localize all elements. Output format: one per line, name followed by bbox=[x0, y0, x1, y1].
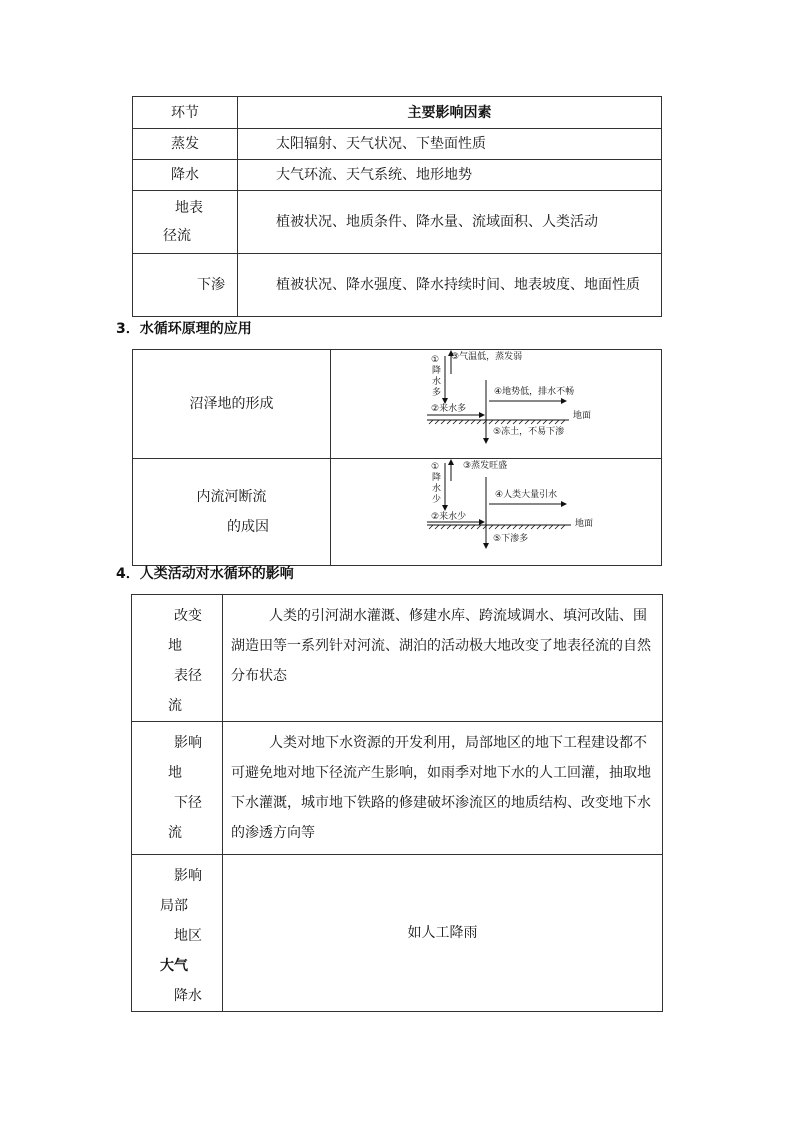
inflow-text: ②来水少 bbox=[431, 512, 467, 522]
factors-table bbox=[132, 96, 662, 317]
arrowhead bbox=[442, 505, 448, 511]
ground-label: 地面 bbox=[573, 411, 592, 421]
rain-char: 多 bbox=[432, 388, 442, 398]
case-label bbox=[133, 459, 331, 566]
arrowhead bbox=[479, 412, 485, 418]
impact-key-line: 局部 bbox=[160, 898, 188, 914]
application-table bbox=[132, 349, 662, 566]
impact-key-line: 降水 bbox=[174, 988, 202, 1004]
impact-key-line: 地 bbox=[168, 638, 182, 654]
impact-key-line: 影响 bbox=[174, 735, 202, 751]
section-heading: 3．水循环原理的应用 bbox=[116, 321, 252, 337]
ground-hatch bbox=[429, 420, 565, 424]
rain-char: 降 bbox=[432, 473, 442, 483]
diagram-cell bbox=[331, 350, 662, 459]
row-key-line: 径流 bbox=[163, 228, 191, 244]
rain-char: 降 bbox=[432, 366, 442, 376]
header-stage: 环节 bbox=[133, 97, 238, 129]
impact-key-line: 流 bbox=[168, 698, 182, 714]
rain-num: ① bbox=[431, 462, 440, 472]
impact-key-line: 下径 bbox=[174, 795, 202, 811]
impact-key bbox=[132, 722, 223, 855]
rain-char: 水 bbox=[432, 377, 442, 387]
case-label: 沼泽地的形成 bbox=[133, 350, 331, 459]
rain-char: 少 bbox=[432, 495, 442, 505]
inflow-text: ②来水多 bbox=[431, 404, 467, 414]
impact-desc: 如人工降雨 bbox=[223, 855, 663, 1012]
ground-label: 地面 bbox=[575, 519, 594, 529]
impact-key-line: 改变 bbox=[174, 608, 202, 624]
runoff-text: ④人类大量引水 bbox=[495, 490, 558, 500]
arrowhead bbox=[483, 543, 489, 549]
impact-key-line: 地区 bbox=[174, 928, 202, 944]
impact-key-line: 表径 bbox=[174, 668, 202, 684]
evap-text: ③气温低，蒸发弱 bbox=[451, 352, 523, 362]
row-key: 降水 bbox=[133, 160, 238, 191]
evap-text: ③蒸发旺盛 bbox=[463, 461, 508, 471]
row-value: 植被状况、降水强度、降水持续时间、地表坡度、地面性质 bbox=[238, 254, 662, 317]
swamp-diagram bbox=[331, 350, 661, 458]
infil-text: ⑤下渗多 bbox=[493, 534, 529, 544]
inland-river-diagram bbox=[331, 459, 661, 565]
ground-hatch bbox=[429, 525, 565, 529]
row-key: 蒸发 bbox=[133, 129, 238, 160]
case-label-line: 内流河断流 bbox=[196, 489, 267, 505]
header-factors: 主要影响因素 bbox=[238, 97, 662, 129]
impact-key-line: 流 bbox=[168, 825, 182, 841]
human-impact-table bbox=[131, 594, 663, 1012]
infil-text: ⑤冻土，不易下渗 bbox=[493, 427, 565, 437]
impact-desc: 人类的引河湖水灌溉、修建水库、跨流域调水、填河改陆、围湖造田等一系列针对河流、湖泊的活动极大地改变了地表径流的自然分布状态 bbox=[223, 595, 663, 722]
rain-num: ① bbox=[431, 355, 440, 365]
section-heading: 4．人类活动对水循环的影响 bbox=[116, 566, 294, 582]
case-label-line: 的成因 bbox=[227, 519, 269, 535]
runoff-text: ④地势低，排水不畅 bbox=[494, 387, 575, 397]
rain-char: 水 bbox=[432, 484, 442, 494]
impact-key bbox=[132, 855, 223, 1012]
arrowhead bbox=[561, 398, 567, 404]
row-value: 植被状况、地质条件、降水量、流域面积、人类活动 bbox=[238, 191, 662, 254]
row-value: 大气环流、天气系统、地形地势 bbox=[238, 160, 662, 191]
arrowhead bbox=[448, 459, 454, 465]
row-key bbox=[133, 191, 238, 254]
arrowhead bbox=[479, 519, 485, 525]
arrowhead bbox=[561, 501, 567, 507]
row-value: 太阳辐射、天气状况、下垫面性质 bbox=[238, 129, 662, 160]
impact-key-line: 影响 bbox=[174, 868, 202, 884]
row-key: 下渗 bbox=[133, 254, 238, 317]
impact-key bbox=[132, 595, 223, 722]
impact-key-line: 地 bbox=[168, 765, 182, 781]
impact-desc: 人类对地下水资源的开发利用，局部地区的地下工程建设都不可避免地对地下径流产生影响，如雨季对地下水的人工回灌，抽取地下水灌溉，城市地下铁路的修建破坏渗流区的地质结构、改变地下水的渗透方向等 bbox=[223, 722, 663, 855]
row-key-line: 地表 bbox=[175, 200, 203, 216]
impact-key-line: 大气 bbox=[160, 958, 188, 974]
arrowhead bbox=[483, 438, 489, 444]
diagram-cell bbox=[331, 459, 662, 566]
